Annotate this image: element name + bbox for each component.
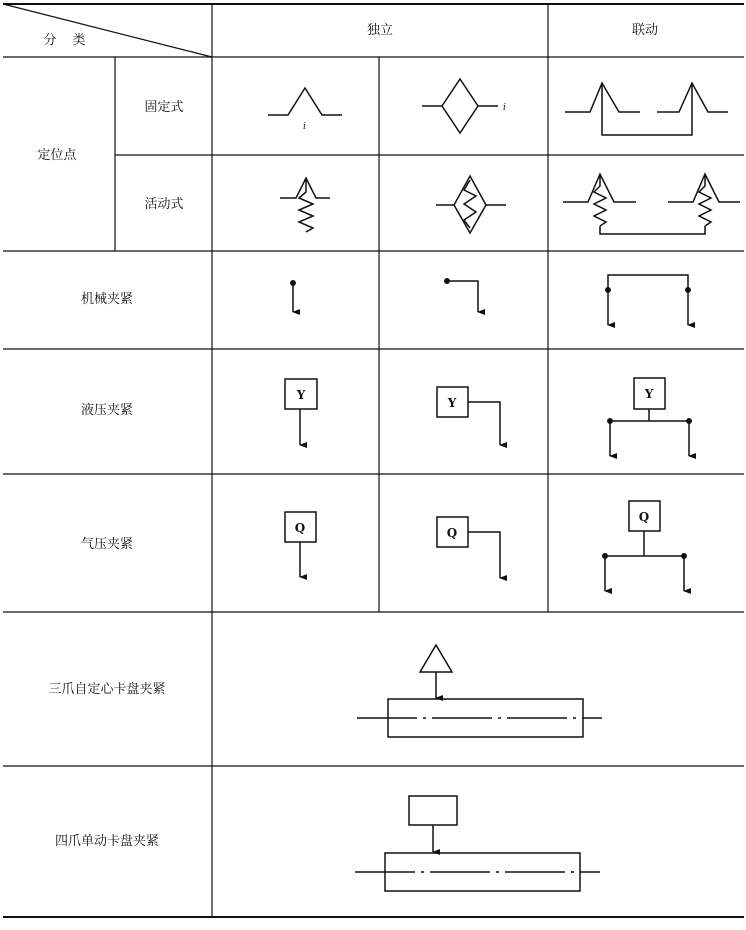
index-mark-2: i	[503, 103, 506, 113]
pneumatic-letter-2: Q	[446, 526, 458, 540]
hydraulic-letter: Y	[296, 388, 306, 402]
row-label-hydraulic: 液压夹紧	[80, 403, 134, 418]
pneumatic-clamp-offset-icon	[437, 517, 500, 578]
hydraulic-clamp-linked-icon	[608, 378, 691, 456]
hydraulic-letter-2: Y	[447, 396, 457, 410]
index-mark: i	[303, 122, 306, 132]
three-jaw-chuck-icon	[357, 645, 602, 737]
movable-locating-point-icon	[280, 178, 330, 232]
row-label-three-jaw: 三爪自定心卡盘夹紧	[48, 682, 166, 697]
fixed-double-locating-point-icon	[422, 79, 506, 133]
fixed-linked-locating-point-icon	[565, 83, 728, 135]
four-jaw-chuck-icon	[355, 796, 600, 891]
hydraulic-clamp-offset-icon	[437, 387, 500, 445]
fixed-locating-point-icon	[268, 88, 342, 132]
pneumatic-clamp-icon	[285, 512, 316, 577]
hydraulic-clamp-icon	[285, 379, 317, 445]
row-label-fixed: 固定式	[144, 100, 184, 115]
row-label-pneumatic: 气压夹紧	[80, 537, 134, 552]
header-linked: 联动	[631, 23, 659, 38]
pneumatic-letter-3: Q	[638, 510, 650, 524]
row-label-locating-point: 定位点	[37, 148, 77, 163]
header-independent: 独立	[366, 23, 394, 38]
pneumatic-clamp-linked-icon	[603, 501, 686, 591]
movable-linked-locating-point-icon	[563, 174, 740, 234]
mechanical-clamp-offset-icon	[445, 279, 478, 312]
row-label-mechanical: 机械夹紧	[80, 292, 134, 307]
row-label-four-jaw: 四爪单动卡盘夹紧	[54, 834, 160, 849]
header-corner-right: 类	[72, 33, 86, 48]
header-corner-left: 分	[43, 33, 57, 48]
hydraulic-letter-3: Y	[644, 387, 654, 401]
mechanical-clamp-icon	[291, 281, 295, 312]
row-label-movable: 活动式	[144, 197, 184, 212]
mechanical-clamp-linked-icon	[606, 275, 690, 325]
pneumatic-letter: Q	[294, 521, 306, 535]
movable-double-locating-point-icon	[436, 176, 506, 233]
